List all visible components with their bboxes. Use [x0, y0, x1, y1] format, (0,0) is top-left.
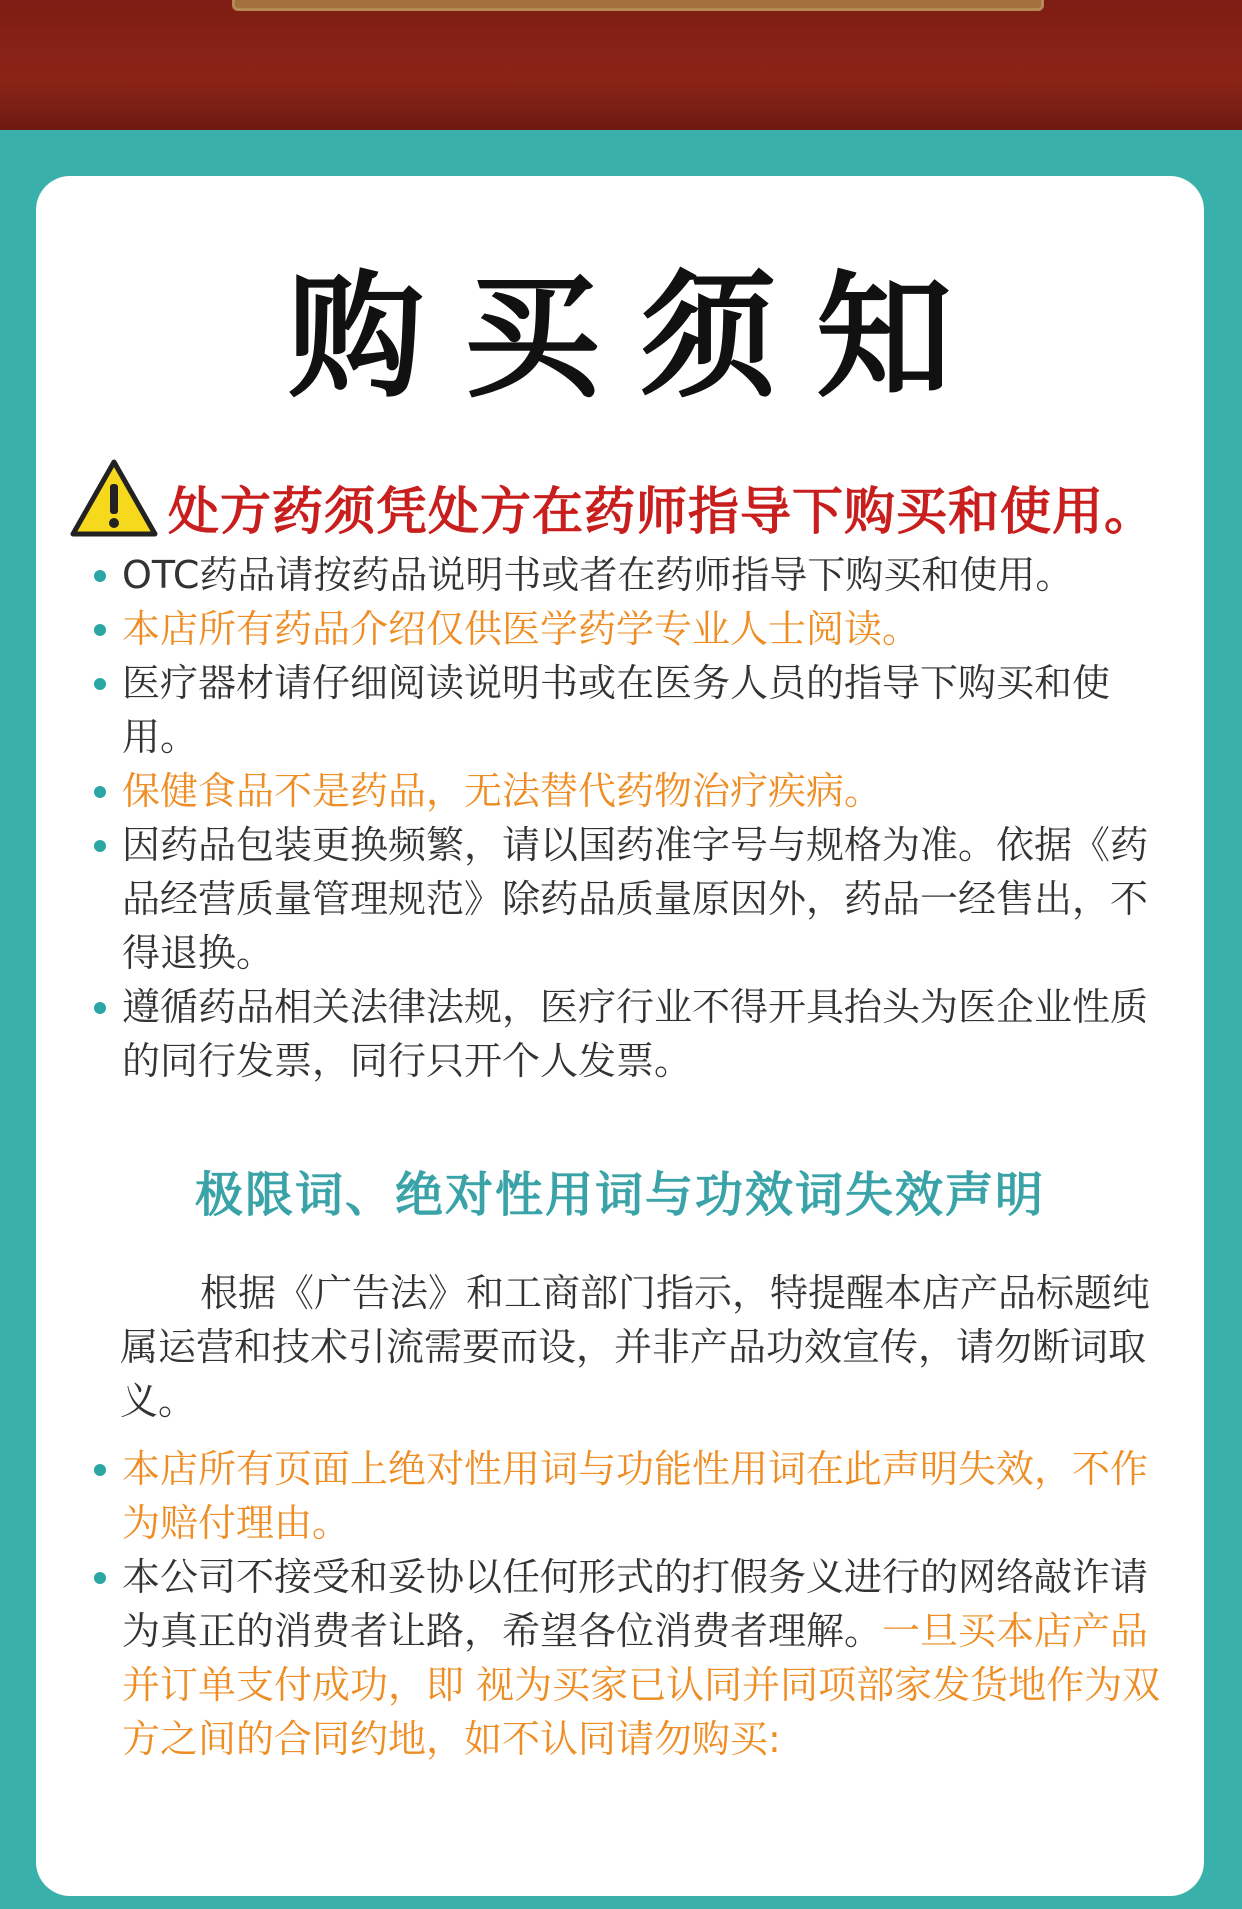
- bullet-dot: [94, 786, 106, 798]
- list-item: [94, 980, 1174, 1088]
- warning-text: 处方药须凭处方在药师指导下购买和使用。: [168, 483, 1157, 542]
- list-item: [94, 548, 1174, 602]
- bullet-dot: [94, 1464, 106, 1476]
- page-title: 购买须知: [288, 259, 992, 417]
- notice-card: [36, 176, 1204, 1896]
- bullet-dot: [94, 840, 106, 852]
- list-item: [94, 1442, 1174, 1550]
- list-item-text: 本公司不接受和妥协以任何形式的打假务义进行的网络敲诈请为真正的消费者让路，希望各位消费者理解。: [122, 1555, 1149, 1653]
- list-item-text: 本店所有页面上绝对性用词与功能性用词在此声明失效，不作为赔付理由。: [122, 1447, 1149, 1545]
- bullet-dot: [94, 570, 106, 582]
- list-item-text: 因药品包装更换频繁，请以国药准字号与规格为准。依据《药品经营质量管理规范》除药品质量原因外，药品一经售出，不得退换。: [122, 823, 1149, 975]
- top-frame-edge: [232, 0, 1044, 11]
- list-item-text: OTC药品请按药品说明书或者在药师指导下购买和使用。: [122, 553, 1074, 597]
- list-item: [94, 1550, 1174, 1766]
- top-banner: [0, 0, 1242, 130]
- prescription-warning: [70, 458, 1180, 542]
- bullet-dot: [94, 1002, 106, 1014]
- disclaimer-paragraph: 根据《广告法》和工商部门指示，特提醒本店产品标题纯属运营和技术引流需要而设，并非产品功效宣传，请勿断词取义。: [120, 1271, 1151, 1423]
- list-item-text: 医疗器材请仔细阅读说明书或在医务人员的指导下购买和使用。: [122, 661, 1111, 759]
- list-item-text: 保健食品不是药品，无法替代药物治疗疾病。: [122, 769, 883, 813]
- list-item-text: 本店所有药品介绍仅供医学药学专业人士阅读。: [122, 607, 921, 651]
- list-item: [94, 818, 1174, 980]
- list-item-text: 遵循药品相关法律法规，医疗行业不得开具抬头为医企业性质的同行发票，同行只开个人发票。: [122, 985, 1149, 1083]
- bullet-dot: [94, 624, 106, 636]
- bullet-dot: [94, 1572, 106, 1584]
- disclaimer-heading: 极限词、绝对性用词与功效词失效声明: [194, 1167, 1045, 1223]
- warning-triangle-icon: [70, 458, 158, 538]
- list-item: [94, 764, 1174, 818]
- list-item-highlight-text: 一旦买本店产品并订单支付成功，即 视为买家已认同并同项部家发货地作为双方之间的合同约地，如不认同请勿购买:: [122, 1609, 1161, 1761]
- list-item: [94, 656, 1174, 764]
- disclaimer-list: [94, 1442, 1174, 1766]
- notice-list: [94, 548, 1174, 1088]
- list-item: [94, 602, 1174, 656]
- bullet-dot: [94, 678, 106, 690]
